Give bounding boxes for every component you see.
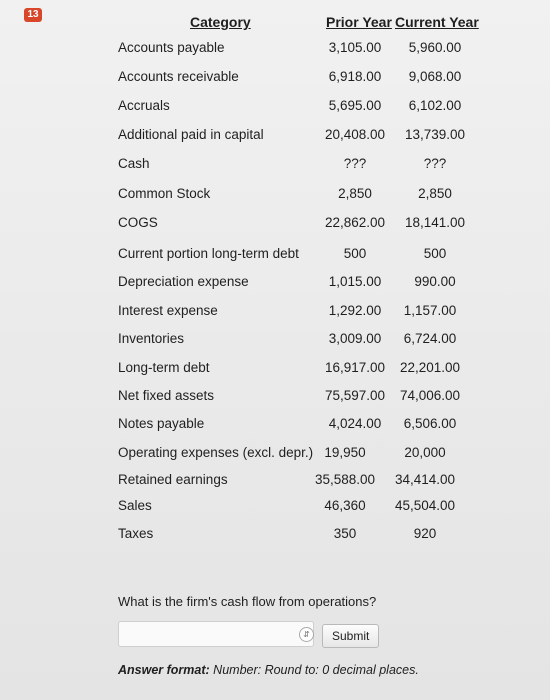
question-number-badge: 13 [24,8,42,22]
row-current-year-value: 20,000 [404,445,446,460]
table-row [0,98,550,118]
answer-format-text: Number: Round to: 0 decimal places. [213,663,419,677]
table-row [0,303,550,323]
row-category: Taxes [118,526,154,541]
row-current-year-value: 990.00 [414,274,456,289]
table-row [0,215,550,235]
row-current-year-value: 6,102.00 [408,98,462,113]
table-row [0,526,550,546]
row-prior-year-value: 46,360 [324,498,366,513]
row-current-year-value: 74,006.00 [399,388,461,403]
row-current-year-value: 9,068.00 [408,69,462,84]
answer-input[interactable] [118,621,314,647]
table-row [0,472,550,492]
row-prior-year-value: 5,695.00 [328,98,382,113]
table-row [0,156,550,176]
row-current-year-value: 5,960.00 [408,40,462,55]
row-category: Current portion long-term debt [118,246,299,261]
table-row [0,445,550,465]
row-current-year-value: 1,157.00 [403,303,457,318]
table-row [0,498,550,518]
row-prior-year-value: 75,597.00 [324,388,386,403]
row-prior-year-value: 3,105.00 [328,40,382,55]
row-current-year-value: 920 [413,526,437,541]
answer-format [118,663,419,677]
row-current-year-value: 22,201.00 [399,360,461,375]
row-category: Additional paid in capital [118,127,264,142]
row-prior-year-value: 500 [343,246,367,261]
row-current-year-value: 6,506.00 [403,416,457,431]
row-current-year-value: 45,504.00 [394,498,456,513]
row-current-year-value: 500 [423,246,447,261]
row-prior-year-value: 22,862.00 [324,215,386,230]
row-category: Inventories [118,331,185,346]
row-prior-year-value: ??? [343,156,367,171]
row-category: Notes payable [118,416,205,431]
header-current-year: Current Year [395,14,479,30]
question-text: What is the firm's cash flow from operations? [118,594,377,609]
submit-button[interactable]: Submit [322,624,379,648]
row-prior-year-value: 350 [333,526,357,541]
table-row [0,416,550,436]
row-category: Long-term debt [118,360,210,375]
header-category: Category [190,14,251,30]
row-current-year-value: 13,739.00 [404,127,466,142]
table-row [0,69,550,89]
table-row [0,246,550,266]
table-row [0,40,550,60]
table-row [0,274,550,294]
spinner-icon[interactable]: ⇵ [299,627,314,642]
row-prior-year-value: 2,850 [338,186,372,201]
row-category: Accounts payable [118,40,225,55]
row-prior-year-value: 1,292.00 [328,303,382,318]
row-prior-year-value: 6,918.00 [328,69,382,84]
row-prior-year-value: 3,009.00 [328,331,382,346]
table-row [0,127,550,147]
row-current-year-value: 6,724.00 [403,331,457,346]
row-category: Sales [118,498,152,513]
row-category: Cash [118,156,150,171]
row-current-year-value: 34,414.00 [394,472,456,487]
table-row [0,360,550,380]
row-prior-year-value: 35,588.00 [314,472,376,487]
row-category: Net fixed assets [118,388,215,403]
row-current-year-value: ??? [423,156,447,171]
row-category: Accounts receivable [118,69,239,84]
row-prior-year-value: 19,950 [324,445,366,460]
row-category: Operating expenses (excl. depr.) [118,445,314,460]
row-category: COGS [118,215,158,230]
row-category: Depreciation expense [118,274,249,289]
row-prior-year-value: 16,917.00 [324,360,386,375]
row-prior-year-value: 4,024.00 [328,416,382,431]
row-prior-year-value: 20,408.00 [324,127,386,142]
table-row [0,186,550,206]
row-current-year-value: 18,141.00 [404,215,466,230]
table-row [0,388,550,408]
row-category: Retained earnings [118,472,228,487]
header-prior-year: Prior Year [326,14,392,30]
answer-format-label: Answer format: [118,663,210,677]
row-category: Common Stock [118,186,211,201]
row-category: Accruals [118,98,170,113]
table-row [0,331,550,351]
row-prior-year-value: 1,015.00 [328,274,382,289]
row-current-year-value: 2,850 [418,186,452,201]
row-category: Interest expense [118,303,218,318]
